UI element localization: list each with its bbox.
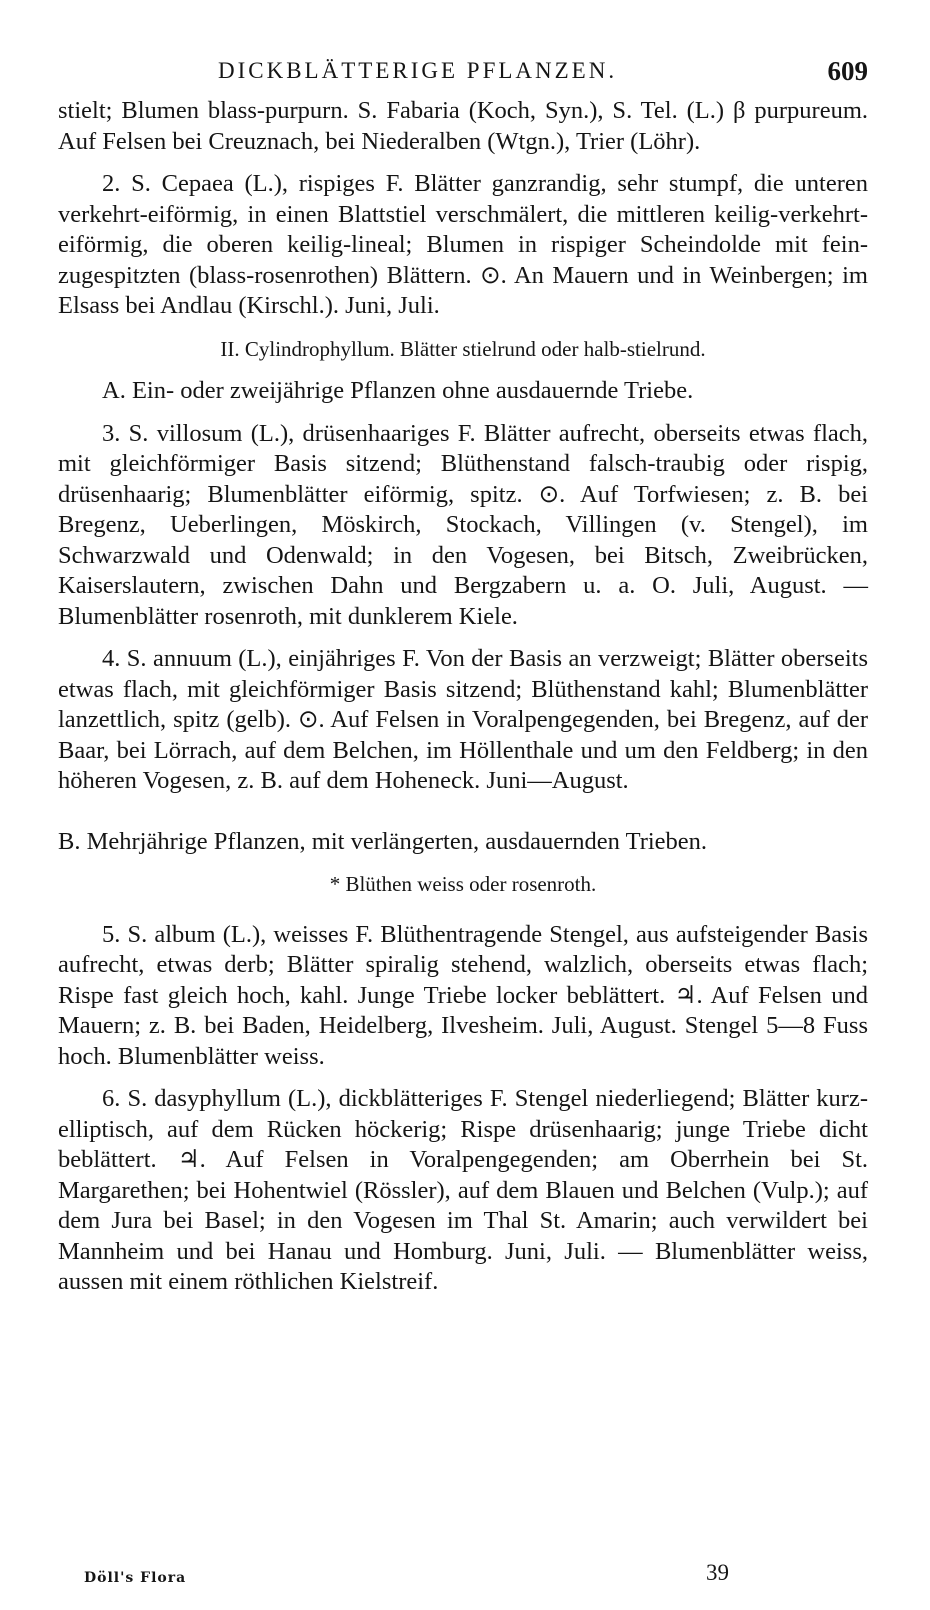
sheet-number: 39 bbox=[706, 1560, 729, 1585]
entry-sedum-cepaea: 2. S. Cepaea (L.), rispiges F. Blätter ganzrandig, sehr stumpf, die unteren verkehrt-eiförmig, in einen Blattstiel verschmälert, die mittleren keilig-verkehrt-eiförmig, die oberen keilig-lineal; Blumen in rispiger Scheindolde mit fein-zugespitzten (blass-rosenrothen) Blättern. ⊙. An Mauern und in Weinbergen; im Elsass bei Andlau (Kirschl.). Juni, Juli. bbox=[58, 170, 868, 319]
entry-sedum-annuum: 4. S. annuum (L.), einjähriges F. Von der Basis an verzweigt; Blätter oberseits etwas flach, mit gleichförmiger Basis sitzend; Blüthenstand kahl; Blumenblätter lanzettlich, spitz (gelb). ⊙. Auf Felsen in Voralpengegenden, bei Bregenz, auf der Baar, bei Lörrach, auf dem Belchen, im Höllenthale und um den Feldberg; in den höheren Vogesen, z. B. auf dem Hoheneck. Juni—August. bbox=[58, 645, 868, 794]
page-header bbox=[58, 56, 868, 96]
entry-sedum-villosum: 3. S. villosum (L.), drüsenhaariges F. Blätter aufrecht, oberseits etwas flach, mit gleichförmiger Basis sitzend; Blüthenstand falsch-traubig oder rispig, drüsenhaarig; Blumenblätter eiförmig, spitz. ⊙. Auf Torfwiesen; z. B. bei Bregenz, Ueberlingen, Möskirch, Stockach, Villingen (v. Stengel), im Schwarzwald und Odenwald; in den Vogesen, bei Bitsch, Zweibrücken, Kaiserslautern, zwischen Dahn und Bergzabern u. a. O. Juli, August. — Blumenblätter rosenroth, mit dunklerem Kiele. bbox=[58, 419, 868, 630]
section-heading-cylindrophyllum: II. Cylindrophyllum. Blätter stielrund oder halb-stielrund. bbox=[220, 336, 706, 361]
signature-mark: Döll's Flora bbox=[84, 1570, 187, 1586]
group-heading-star: * Blüthen weiss oder rosenroth. bbox=[329, 872, 597, 896]
running-title: DICKBLÄTTERIGE PFLANZEN. bbox=[218, 58, 618, 83]
subsection-heading-b: B. Mehrjährige Pflanzen, mit verlängerten, ausdauernden Trieben. bbox=[58, 827, 708, 855]
entry-sedum-dasyphyllum: 6. S. dasyphyllum (L.), dickblätteriges F. Stengel niederliegend; Blätter kurz-elliptisch, auf dem Rücken höckerig; Rispe drüsenhaarig; junge Triebe dicht beblättert. ♃. Auf Felsen in Voralpengegenden; am Oberrhein bei St. Margarethen; bei Hohentwiel (Rössler), auf dem Blauen und Belchen (Vulp.); auf dem Jura bei Basel; in den Vogesen im Thal St. Amarin; auch verwildert bei Mannheim und bei Hanau und Homburg. Juni, Juli. — Blumenblätter weiss, aussen mit einem röthlichen Kielstreif. bbox=[58, 1085, 868, 1295]
subsection-heading-a: A. Ein- oder zweijährige Pflanzen ohne ausdauernde Triebe. bbox=[102, 377, 694, 404]
page-number: 609 bbox=[827, 56, 868, 86]
page-body bbox=[58, 96, 868, 1298]
entry-sedum-album: 5. S. album (L.), weisses F. Blüthentragende Stengel, aus aufsteigender Basis aufrecht, etwas derb; Blätter spiralig stehend, walzlich, oberseits etwas flach; Rispe fast gleich hoch, kahl. Junge Triebe locker beblättert. ♃. Auf Felsen und Mauern; z. B. bei Baden, Heidelberg, Ilvesheim. Juli, August. Stengel 5—8 Fuss hoch. Blumenblätter weiss. bbox=[58, 920, 868, 1070]
page-footer bbox=[84, 1560, 784, 1600]
paragraph-continuation: stielt; Blumen blass-purpurn. S. Fabaria (Koch, Syn.), S. Tel. (L.) β purpureum. Auf Felsen bei Creuznach, bei Niederalben (Wtgn.), Trier (Löhr). bbox=[58, 97, 868, 155]
